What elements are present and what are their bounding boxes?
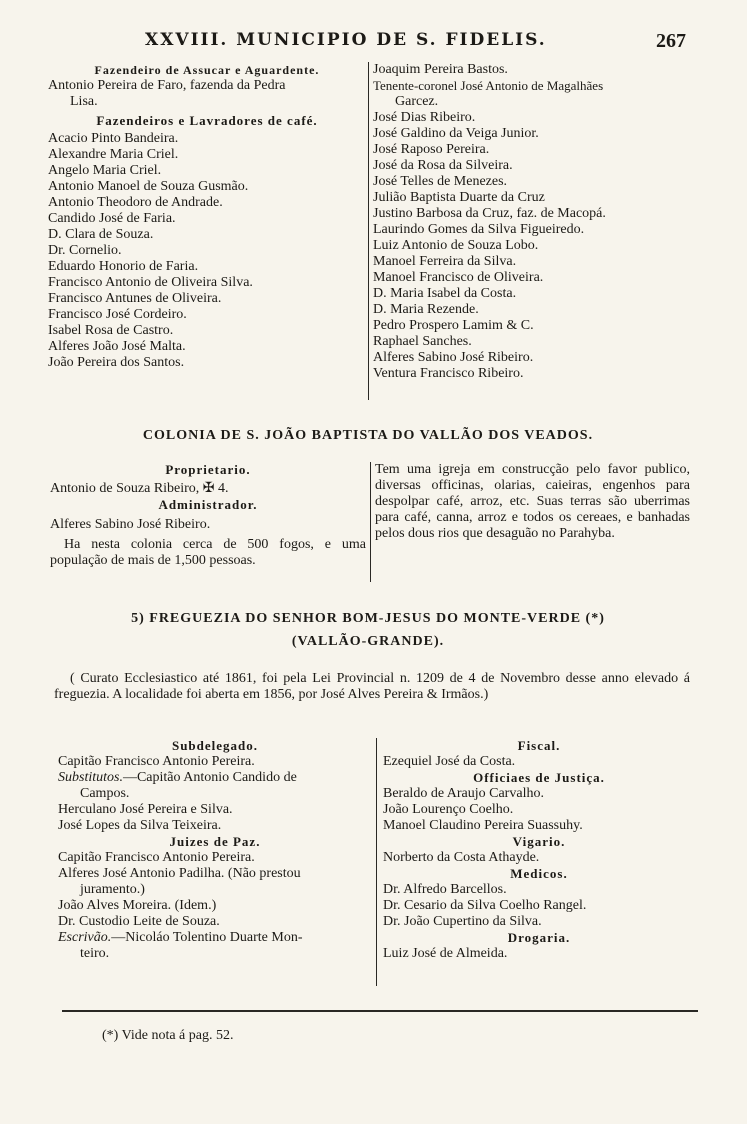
list-item: Francisco Antunes de Oliveira.: [48, 291, 222, 306]
list-item: João Lourenço Coelho.: [383, 802, 514, 817]
list-item: Ezequiel José da Costa.: [383, 754, 516, 769]
list-item: Antonio Theodoro de Andrade.: [48, 195, 223, 210]
column-divider: [376, 738, 377, 986]
list-item: José Raposo Pereira.: [373, 142, 490, 157]
colonia-section: [50, 462, 700, 582]
officials-left-column: [58, 738, 372, 986]
list-item: Dr. Custodio Leite de Souza.: [58, 914, 220, 929]
right-column: [373, 62, 693, 400]
heading-proprietario: Proprietario.: [165, 462, 251, 477]
list-item: Capitão Francisco Antonio Pereira.: [58, 754, 255, 769]
page-number: 267: [656, 30, 686, 52]
list-item: Norberto da Costa Athayde.: [383, 850, 540, 865]
list-item: Isabel Rosa de Castro.: [48, 323, 174, 338]
list-item: José Lopes da Silva Teixeira.: [58, 818, 222, 833]
list-item: Laurindo Gomes da Silva Figueiredo.: [373, 222, 585, 237]
heading-drogaria: Drogaria.: [507, 930, 571, 945]
list-item: Alexandre Maria Criel.: [48, 147, 179, 162]
producers-section: [48, 62, 698, 400]
list-item: Dr. Alfredo Barcellos.: [383, 882, 507, 897]
list-item: Luiz José de Almeida.: [383, 946, 508, 961]
left-column: [48, 62, 366, 400]
list-item: Dr. Cesario da Silva Coelho Rangel.: [383, 898, 587, 913]
colonia-population-text: Ha nesta colonia cerca de 500 fogos, e uma população de mais de 1,500 pessoas.: [50, 537, 366, 568]
list-item: Manoel Claudino Pereira Suassuhy.: [383, 818, 583, 833]
administrador-name: Alferes Sabino José Ribeiro.: [50, 517, 211, 532]
list-item: Julião Baptista Duarte da Cruz: [373, 190, 545, 205]
heading-coffee-farmers: Fazendeiros e Lavradores de café.: [96, 113, 318, 128]
footnote-rule: [62, 1010, 698, 1012]
list-item: Tenente-coronel José Antonio de Magalhães: [373, 78, 604, 93]
list-item: Justino Barbosa da Cruz, faz. de Macopá.: [373, 206, 606, 221]
list-item: Acacio Pinto Bandeira.: [48, 131, 179, 146]
heading-fiscal: Fiscal.: [517, 738, 561, 753]
list-item: Campos.: [80, 786, 130, 801]
list-item: Alferes José Antonio Padilha. (Não prestou: [58, 866, 301, 881]
substitutos-line: [58, 770, 372, 786]
list-item: João Pereira dos Santos.: [48, 355, 185, 370]
colonia-right-column: [375, 462, 690, 582]
colonia-description-text: Tem uma igreja em construcção pelo favor publico, diversas officinas, olarias, caieiras, engenhos para despolpar café, arroz, etc. Suas terras são uberrimas para café, canna, arroz e todos os cereaes, e banhadas pelos dous rios que desaguão no Parahyba.: [375, 462, 690, 541]
list-item: Alferes João José Malta.: [48, 339, 186, 354]
list-item: teiro.: [80, 946, 110, 961]
list-item: Francisco Antonio de Oliveira Silva.: [48, 275, 253, 290]
list-item: José Dias Ribeiro.: [373, 110, 476, 125]
substitutos-label: Substitutos.: [58, 770, 123, 785]
heading-sugar-producer: Fazendeiro de Assucar e Aguardente.: [94, 63, 320, 77]
list-item: Beraldo de Araujo Carvalho.: [383, 786, 544, 801]
list-item: Joaquim Pereira Bastos.: [373, 62, 508, 77]
officials-right-column: [383, 738, 695, 986]
list-item: Raphael Sanches.: [373, 334, 472, 349]
list-item: João Alves Moreira. (Idem.): [58, 898, 217, 913]
list-item: Francisco José Cordeiro.: [48, 307, 187, 322]
list-item: Antonio Manoel de Souza Gusmão.: [48, 179, 249, 194]
freguezia-subtitle: (VALLÃO-GRANDE).: [291, 634, 445, 649]
list-item: Angelo Maria Criel.: [48, 163, 162, 178]
list-item: Luiz Antonio de Souza Lobo.: [373, 238, 539, 253]
list-item: Ventura Francisco Ribeiro.: [373, 366, 524, 381]
heading-vigario: Vigario.: [512, 834, 566, 849]
heading-administrador: Administrador.: [158, 497, 258, 512]
proprietario-name: Antonio de Souza Ribeiro, ✠ 4.: [50, 481, 229, 496]
heading-officiaes: Officiaes de Justiça.: [473, 770, 605, 785]
column-divider: [368, 62, 369, 400]
freguezia-title: 5) FREGUEZIA DO SENHOR BOM-JESUS DO MONTE-VERDE (*): [131, 611, 605, 626]
list-item: Garcez.: [395, 94, 439, 109]
list-item: D. Maria Rezende.: [373, 302, 479, 317]
heading-subdelegado: Subdelegado.: [171, 738, 259, 753]
list-item: Herculano José Pereira e Silva.: [58, 802, 233, 817]
list-item: Candido José de Faria.: [48, 211, 176, 226]
page-header: [50, 30, 690, 56]
list-item: Dr. Cornelio.: [48, 243, 122, 258]
list-item: Manoel Francisco de Oliveira.: [373, 270, 544, 285]
escrivao-text: —Nicoláo Tolentino Duarte Mon-: [111, 930, 303, 945]
list-item: José Telles de Menezes.: [373, 174, 508, 189]
list-item: José Galdino da Veiga Junior.: [373, 126, 539, 141]
officials-section: [58, 738, 698, 986]
heading-medicos: Medicos.: [510, 866, 568, 881]
list-item: Lisa.: [70, 94, 98, 109]
list-item: Dr. João Cupertino da Silva.: [383, 914, 542, 929]
list-item: Manoel Ferreira da Silva.: [373, 254, 517, 269]
escrivao-line: [58, 930, 372, 946]
list-item: D. Maria Isabel da Costa.: [373, 286, 517, 301]
escrivao-label: Escrivão.: [58, 930, 112, 945]
column-divider: [370, 462, 371, 582]
list-item: Alferes Sabino José Ribeiro.: [373, 350, 534, 365]
substitutos-text: —Capitão Antonio Candido de: [122, 770, 297, 785]
colonia-title: COLONIA DE S. JOÃO BAPTISTA DO VALLÃO DOS VEADOS.: [142, 428, 594, 443]
list-item: Capitão Francisco Antonio Pereira.: [58, 850, 255, 865]
list-item: José da Rosa da Silveira.: [373, 158, 513, 173]
list-item: D. Clara de Souza.: [48, 227, 154, 242]
heading-juizes: Juizes de Paz.: [169, 834, 261, 849]
list-item: Antonio Pereira de Faro, fazenda da Pedra: [48, 78, 286, 93]
freguezia-history-text: ( Curato Ecclesiastico até 1861, foi pela Lei Provincial n. 1209 de 4 de Novembro desse anno elevado á freguezia. A localidade foi aberta em 1856, por José Alves Pereira & Irmãos.): [54, 671, 690, 702]
list-item: Eduardo Honorio de Faria.: [48, 259, 199, 274]
page-title: XXVIII. MUNICIPIO DE S. FIDELIS.: [145, 30, 547, 50]
list-item: Pedro Prospero Lamim & C.: [373, 318, 534, 333]
colonia-left-column: [50, 462, 366, 582]
footnote: (*) Vide nota á pag. 52.: [102, 1028, 234, 1043]
list-item: juramento.): [80, 882, 145, 897]
